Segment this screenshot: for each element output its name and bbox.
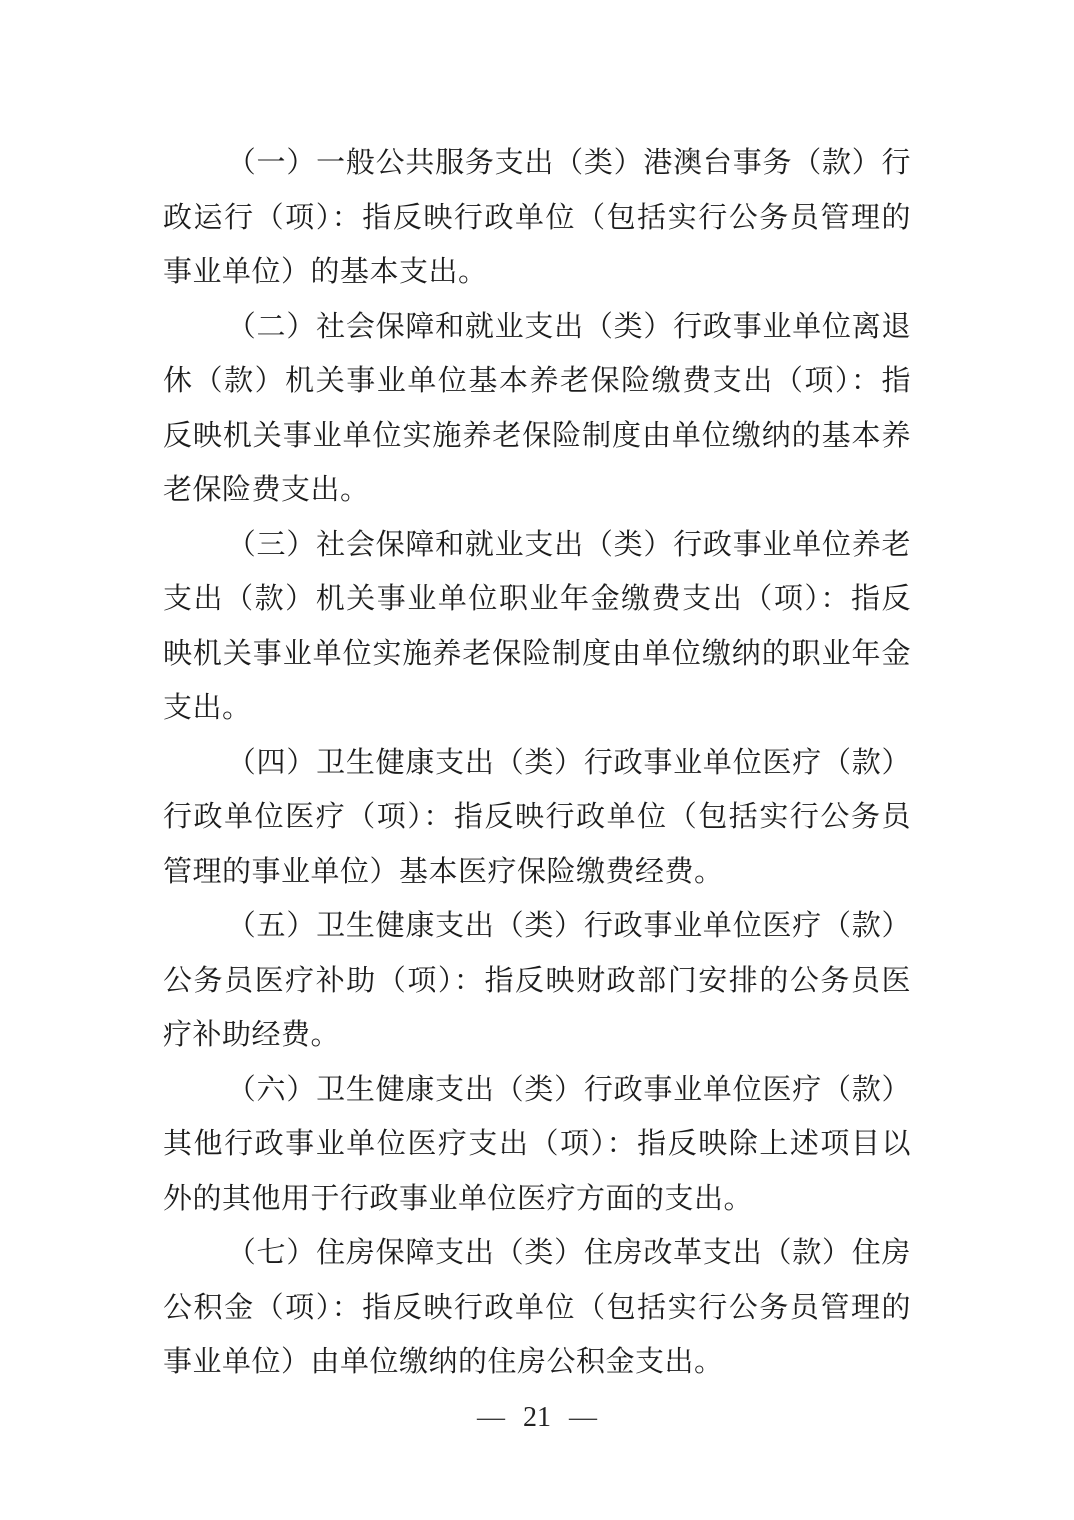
paragraph-item-5: （五）卫生健康支出（类）行政事业单位医疗（款）公务员医疗补助（项）：指反映财政部门安排的公务员医疗补助经费。: [163, 910, 911, 1051]
paragraph-item-7: （七）住房保障支出（类）住房改革支出（款）住房公积金（项）：指反映行政单位（包括实行公务员管理的事业单位）由单位缴纳的住房公积金支出。: [163, 1237, 911, 1378]
page-number: 21: [523, 1402, 551, 1433]
footer-dash-right: —: [569, 1402, 597, 1433]
paragraph-item-3: （三）社会保障和就业支出（类）行政事业单位养老支出（款）机关事业单位职业年金缴费支出（项）：指反映机关事业单位实施养老保险制度由单位缴纳的职业年金支出。: [163, 528, 911, 724]
paragraph-item-4: （四）卫生健康支出（类）行政事业单位医疗（款）行政单位医疗（项）：指反映行政单位（包括实行公务员管理的事业单位）基本医疗保险缴费经费。: [163, 746, 911, 888]
document-body: [163, 136, 911, 1390]
footer-dash-left: —: [477, 1402, 505, 1433]
paragraph-item-2: （二）社会保障和就业支出（类）行政事业单位离退休（款）机关事业单位基本养老保险缴费支出（项）：指反映机关事业单位实施养老保险制度由单位缴纳的基本养老保险费支出。: [163, 310, 911, 506]
paragraph-item-6: （六）卫生健康支出（类）行政事业单位医疗（款）其他行政事业单位医疗支出（项）：指反映除上述项目以外的其他用于行政事业单位医疗方面的支出。: [163, 1073, 911, 1215]
paragraph-item-1: （一）一般公共服务支出（类）港澳台事务（款）行政运行（项）：指反映行政单位（包括实行公务员管理的事业单位）的基本支出。: [163, 147, 911, 288]
page-footer: [0, 1402, 1074, 1434]
